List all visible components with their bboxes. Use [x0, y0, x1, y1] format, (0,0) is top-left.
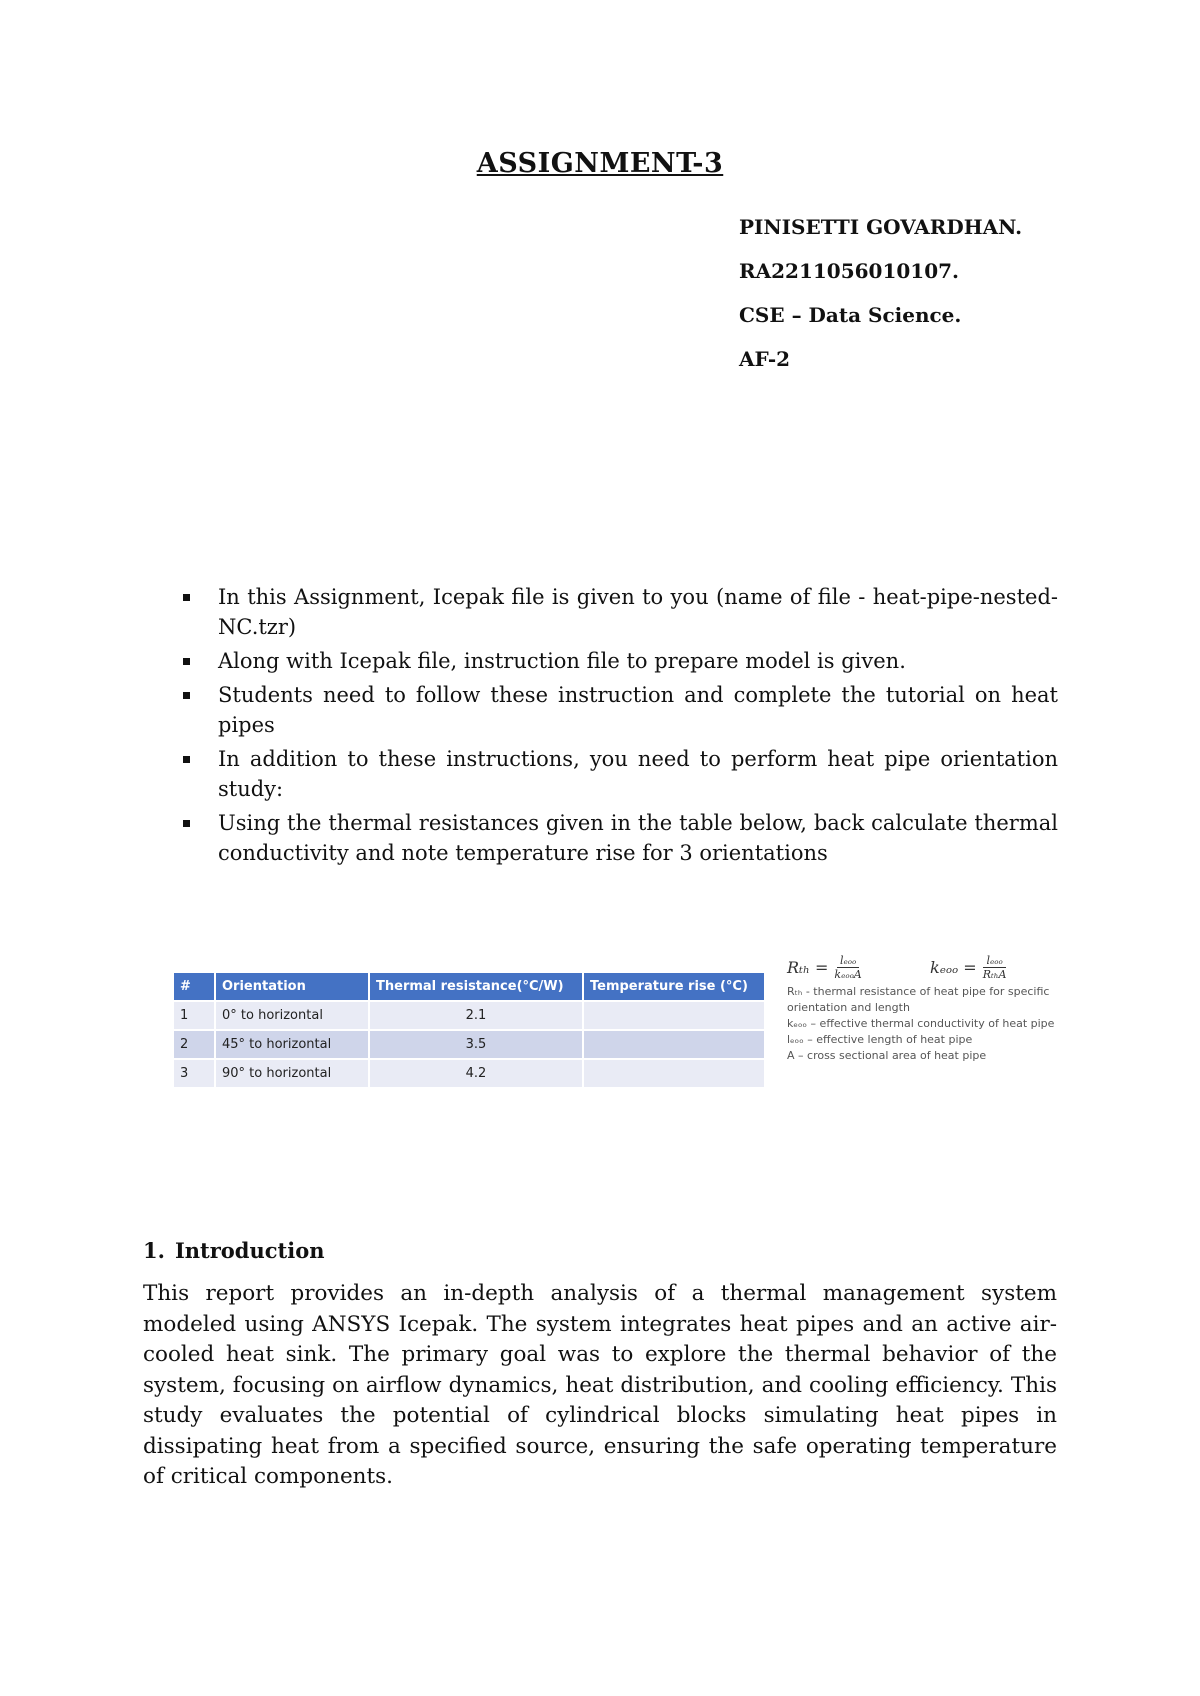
author-name: PINISETTI GOVARDHAN. — [739, 215, 1023, 239]
list-item — [178, 582, 1058, 642]
row-temp-rise — [583, 1030, 765, 1059]
keff-equation — [930, 954, 1006, 981]
rth-fraction — [834, 954, 861, 981]
keff-fraction — [983, 954, 1007, 981]
row-number: 3 — [174, 1059, 215, 1087]
list-item-text: In addition to these instructions, you need to perform heat pipe orientation study: — [218, 747, 1058, 801]
list-item — [178, 808, 1058, 868]
author-section: AF-2 — [739, 347, 791, 371]
list-item-text: Students need to follow these instruction and complete the tutorial on heat pipes — [218, 683, 1058, 737]
formula-note: A – cross sectional area of heat pipe — [787, 1049, 987, 1062]
row-number: 1 — [174, 1001, 215, 1030]
column-header-number: # — [174, 973, 215, 1001]
row-resistance: 3.5 — [369, 1030, 583, 1059]
introduction-paragraph: This report provides an in-depth analysis of a thermal management system modeled using ANSYS Icepak. The system integrates heat pipes and an active air-cooled heat sink. The primary goal was to explore the thermal behavior of the system, focusing on airflow dynamics, heat distribution, and cooling efficiency. This study evaluates the potential of cylindrical blocks simulating heat pipes in dissipating heat from a specified source, ensuring the safe operating temperature of critical components. — [143, 1281, 1057, 1489]
formula-note: orientation and length — [787, 1001, 910, 1014]
orientation-table — [174, 973, 766, 1087]
list-item — [178, 680, 1058, 740]
formula-block — [787, 948, 1057, 1064]
column-header-resistance: Thermal resistance(°C/W) — [369, 973, 583, 1001]
column-header-temp-rise: Temperature rise (°C) — [583, 973, 765, 1001]
formula-note: kₑₒₒ – effective thermal conductivity of heat pipe — [787, 1017, 1055, 1030]
row-temp-rise — [583, 1059, 765, 1087]
list-item-text: Using the thermal resistances given in the table below, back calculate thermal conductivity and note temperature rise for 3 orientations — [218, 811, 1058, 865]
list-item — [178, 744, 1058, 804]
list-item-text: In this Assignment, Icepak file is given to you (name of file - heat-pipe-nested-NC.tzr) — [218, 585, 1058, 639]
row-orientation: 0° to horizontal — [215, 1001, 369, 1030]
document-title: ASSIGNMENT-3 — [476, 148, 724, 179]
author-department: CSE – Data Science. — [739, 303, 962, 327]
square-bullet-icon — [183, 658, 190, 665]
formula-note: Rₜₕ - thermal resistance of heat pipe for specific — [787, 985, 1050, 998]
table-header-row — [174, 973, 765, 1001]
rth-equation — [787, 954, 862, 981]
table-row — [174, 1030, 765, 1059]
square-bullet-icon — [183, 756, 190, 763]
table-row — [174, 1059, 765, 1087]
square-bullet-icon — [183, 594, 190, 601]
rth-numerator: lₑₒₒ — [837, 954, 859, 968]
row-temp-rise — [583, 1001, 765, 1030]
instruction-list — [178, 582, 1058, 872]
row-orientation: 45° to horizontal — [215, 1030, 369, 1059]
row-number: 2 — [174, 1030, 215, 1059]
row-orientation: 90° to horizontal — [215, 1059, 369, 1087]
list-item-text: Along with Icepak file, instruction file to prepare model is given. — [218, 649, 906, 673]
section-number: 1. — [143, 1238, 165, 1263]
formula-equations — [787, 948, 1057, 984]
table-row — [174, 1001, 765, 1030]
author-block — [739, 214, 1139, 390]
row-resistance: 4.2 — [369, 1059, 583, 1087]
square-bullet-icon — [183, 692, 190, 699]
keff-lhs: kₑₒₒ = — [930, 958, 977, 977]
keff-numerator: lₑₒₒ — [983, 954, 1005, 968]
section-title: Introduction — [174, 1238, 325, 1263]
column-header-orientation: Orientation — [215, 973, 369, 1001]
square-bullet-icon — [183, 820, 190, 827]
keff-denominator: RₜₕA — [982, 968, 1007, 981]
formula-note: lₑₒₒ – effective length of heat pipe — [787, 1033, 973, 1046]
author-reg-number: RA2211056010107. — [739, 259, 960, 283]
list-item — [178, 646, 1058, 676]
row-resistance: 2.1 — [369, 1001, 583, 1030]
rth-denominator: kₑₒₒA — [834, 968, 862, 981]
section-heading — [143, 1238, 325, 1263]
rth-lhs: Rₜₕ = — [787, 958, 829, 977]
